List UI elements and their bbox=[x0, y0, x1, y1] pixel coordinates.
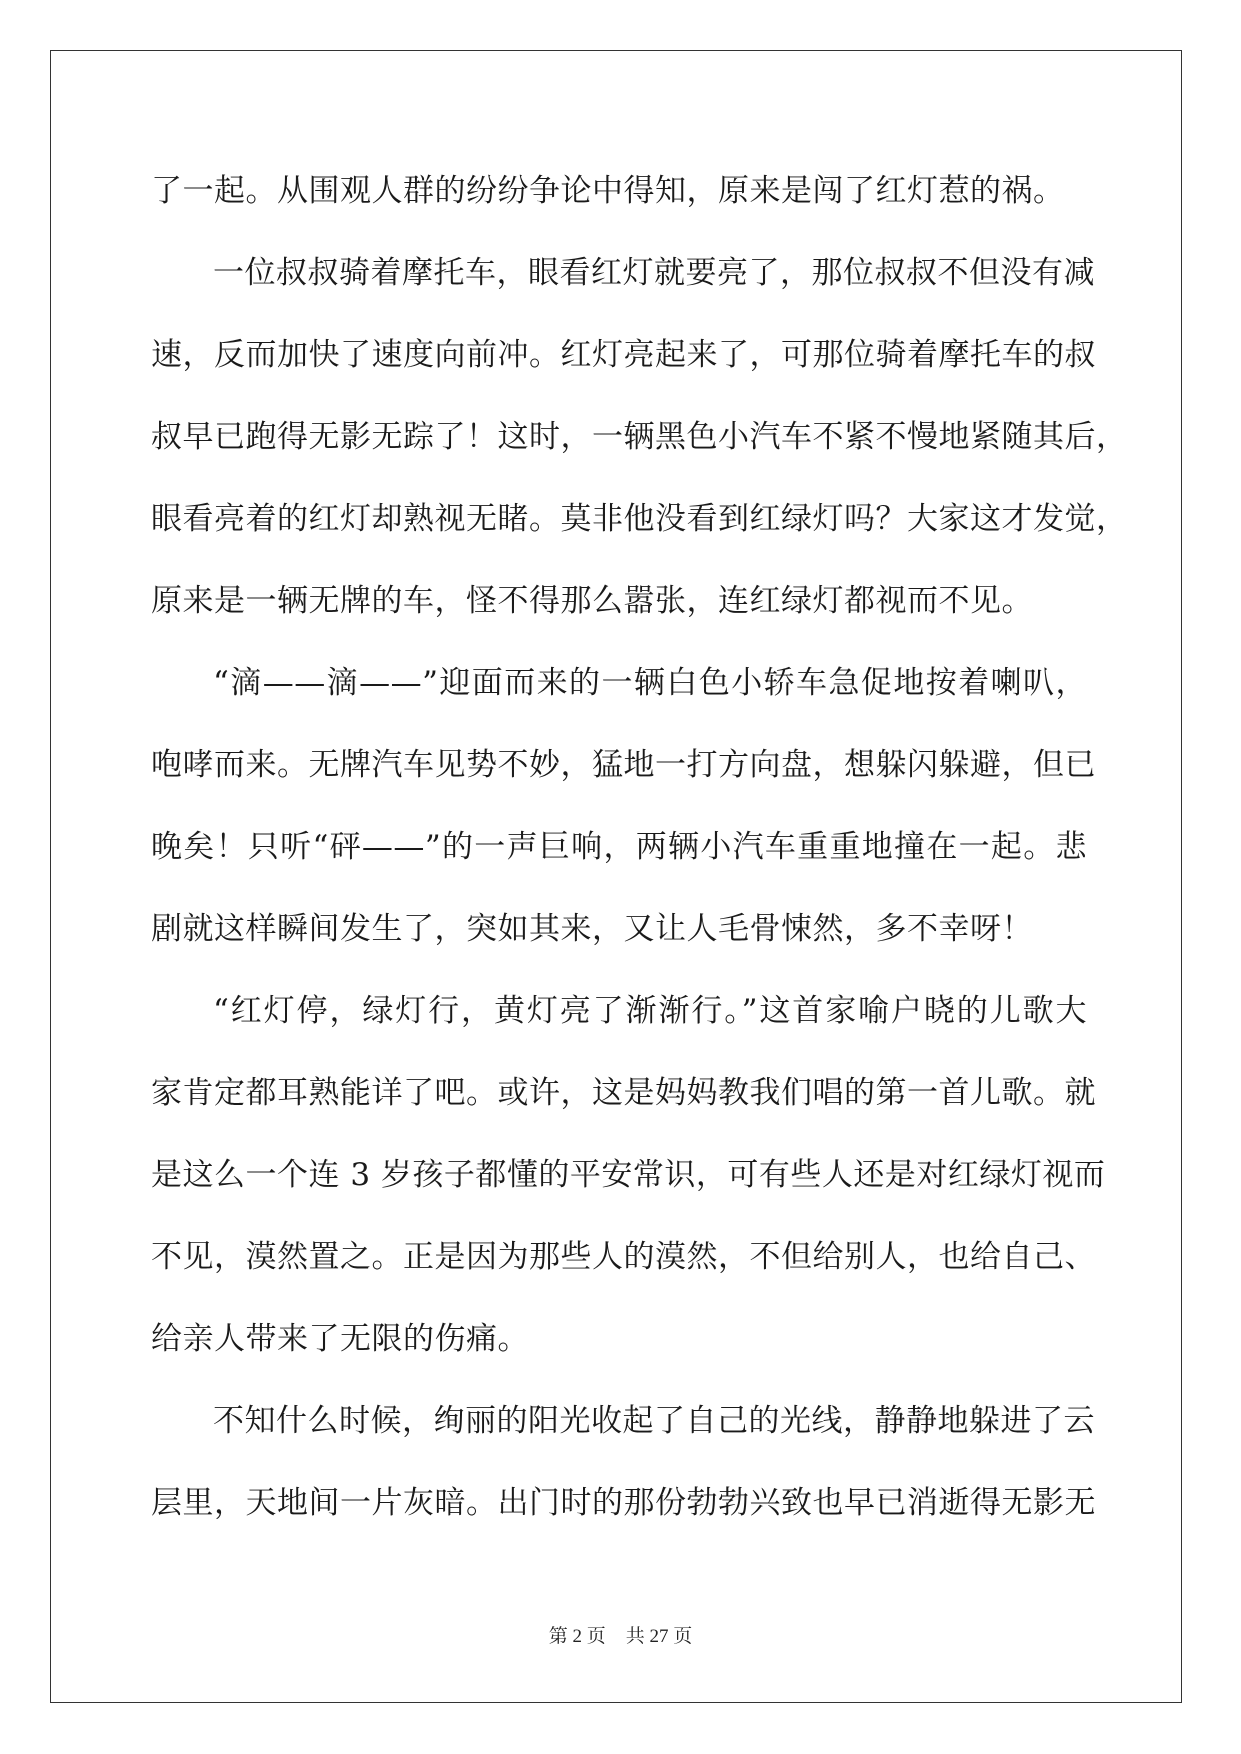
text-line: 原来是一辆无牌的车，怪不得那么嚣张，连红绿灯都视而不见。 bbox=[151, 583, 1033, 619]
text-line: 一位叔叔骑着摩托车，眼看红灯就要亮了，那位叔叔不但没有减 bbox=[213, 255, 1095, 291]
text-line: 咆哮而来。无牌汽车见势不妙，猛地一打方向盘，想躲闪躲避，但已 bbox=[151, 747, 1096, 783]
text-line: 眼看亮着的红灯却熟视无睹。莫非他没看到红绿灯吗？大家这才发觉， bbox=[151, 501, 1128, 537]
text-line: 是这么一个连 3 岁孩子都懂的平安常识，可有些人还是对红绿灯视而 bbox=[151, 1157, 1106, 1193]
text-line: “红灯停，绿灯行，黄灯亮了渐渐行。”这首家喻户晓的儿歌大 bbox=[213, 993, 1087, 1029]
text-line: “滴——滴——”迎面而来的一辆白色小轿车急促地按着喇叭， bbox=[213, 665, 1087, 701]
text-line: 剧就这样瞬间发生了，突如其来，又让人毛骨悚然，多不幸呀！ bbox=[151, 911, 1033, 947]
text-line: 给亲人带来了无限的伤痛。 bbox=[151, 1321, 529, 1357]
page-number: 第 2 页 bbox=[548, 1626, 606, 1647]
text-line: 不知什么时候，绚丽的阳光收起了自己的光线，静静地躲进了云 bbox=[213, 1403, 1095, 1439]
text-line: 不见，漠然置之。正是因为那些人的漠然，不但给别人，也给自己、 bbox=[151, 1239, 1096, 1275]
page-footer bbox=[0, 1621, 1241, 1648]
text-line: 层里，天地间一片灰暗。出门时的那份勃勃兴致也早已消逝得无影无 bbox=[151, 1485, 1096, 1521]
text-line: 速，反而加快了速度向前冲。红灯亮起来了，可那位骑着摩托车的叔 bbox=[151, 337, 1096, 373]
text-line: 家肯定都耳熟能详了吧。或许，这是妈妈教我们唱的第一首儿歌。就 bbox=[151, 1075, 1096, 1111]
page-total: 共 27 页 bbox=[625, 1626, 693, 1647]
text-line: 了一起。从围观人群的纷纷争论中得知，原来是闯了红灯惹的祸。 bbox=[151, 173, 1065, 209]
text-line: 晚矣！只听“砰——”的一声巨响，两辆小汽车重重地撞在一起。悲 bbox=[151, 829, 1087, 865]
document-body bbox=[151, 150, 1128, 1544]
text-line: 叔早已跑得无影无踪了！这时，一辆黑色小汽车不紧不慢地紧随其后， bbox=[151, 419, 1128, 455]
